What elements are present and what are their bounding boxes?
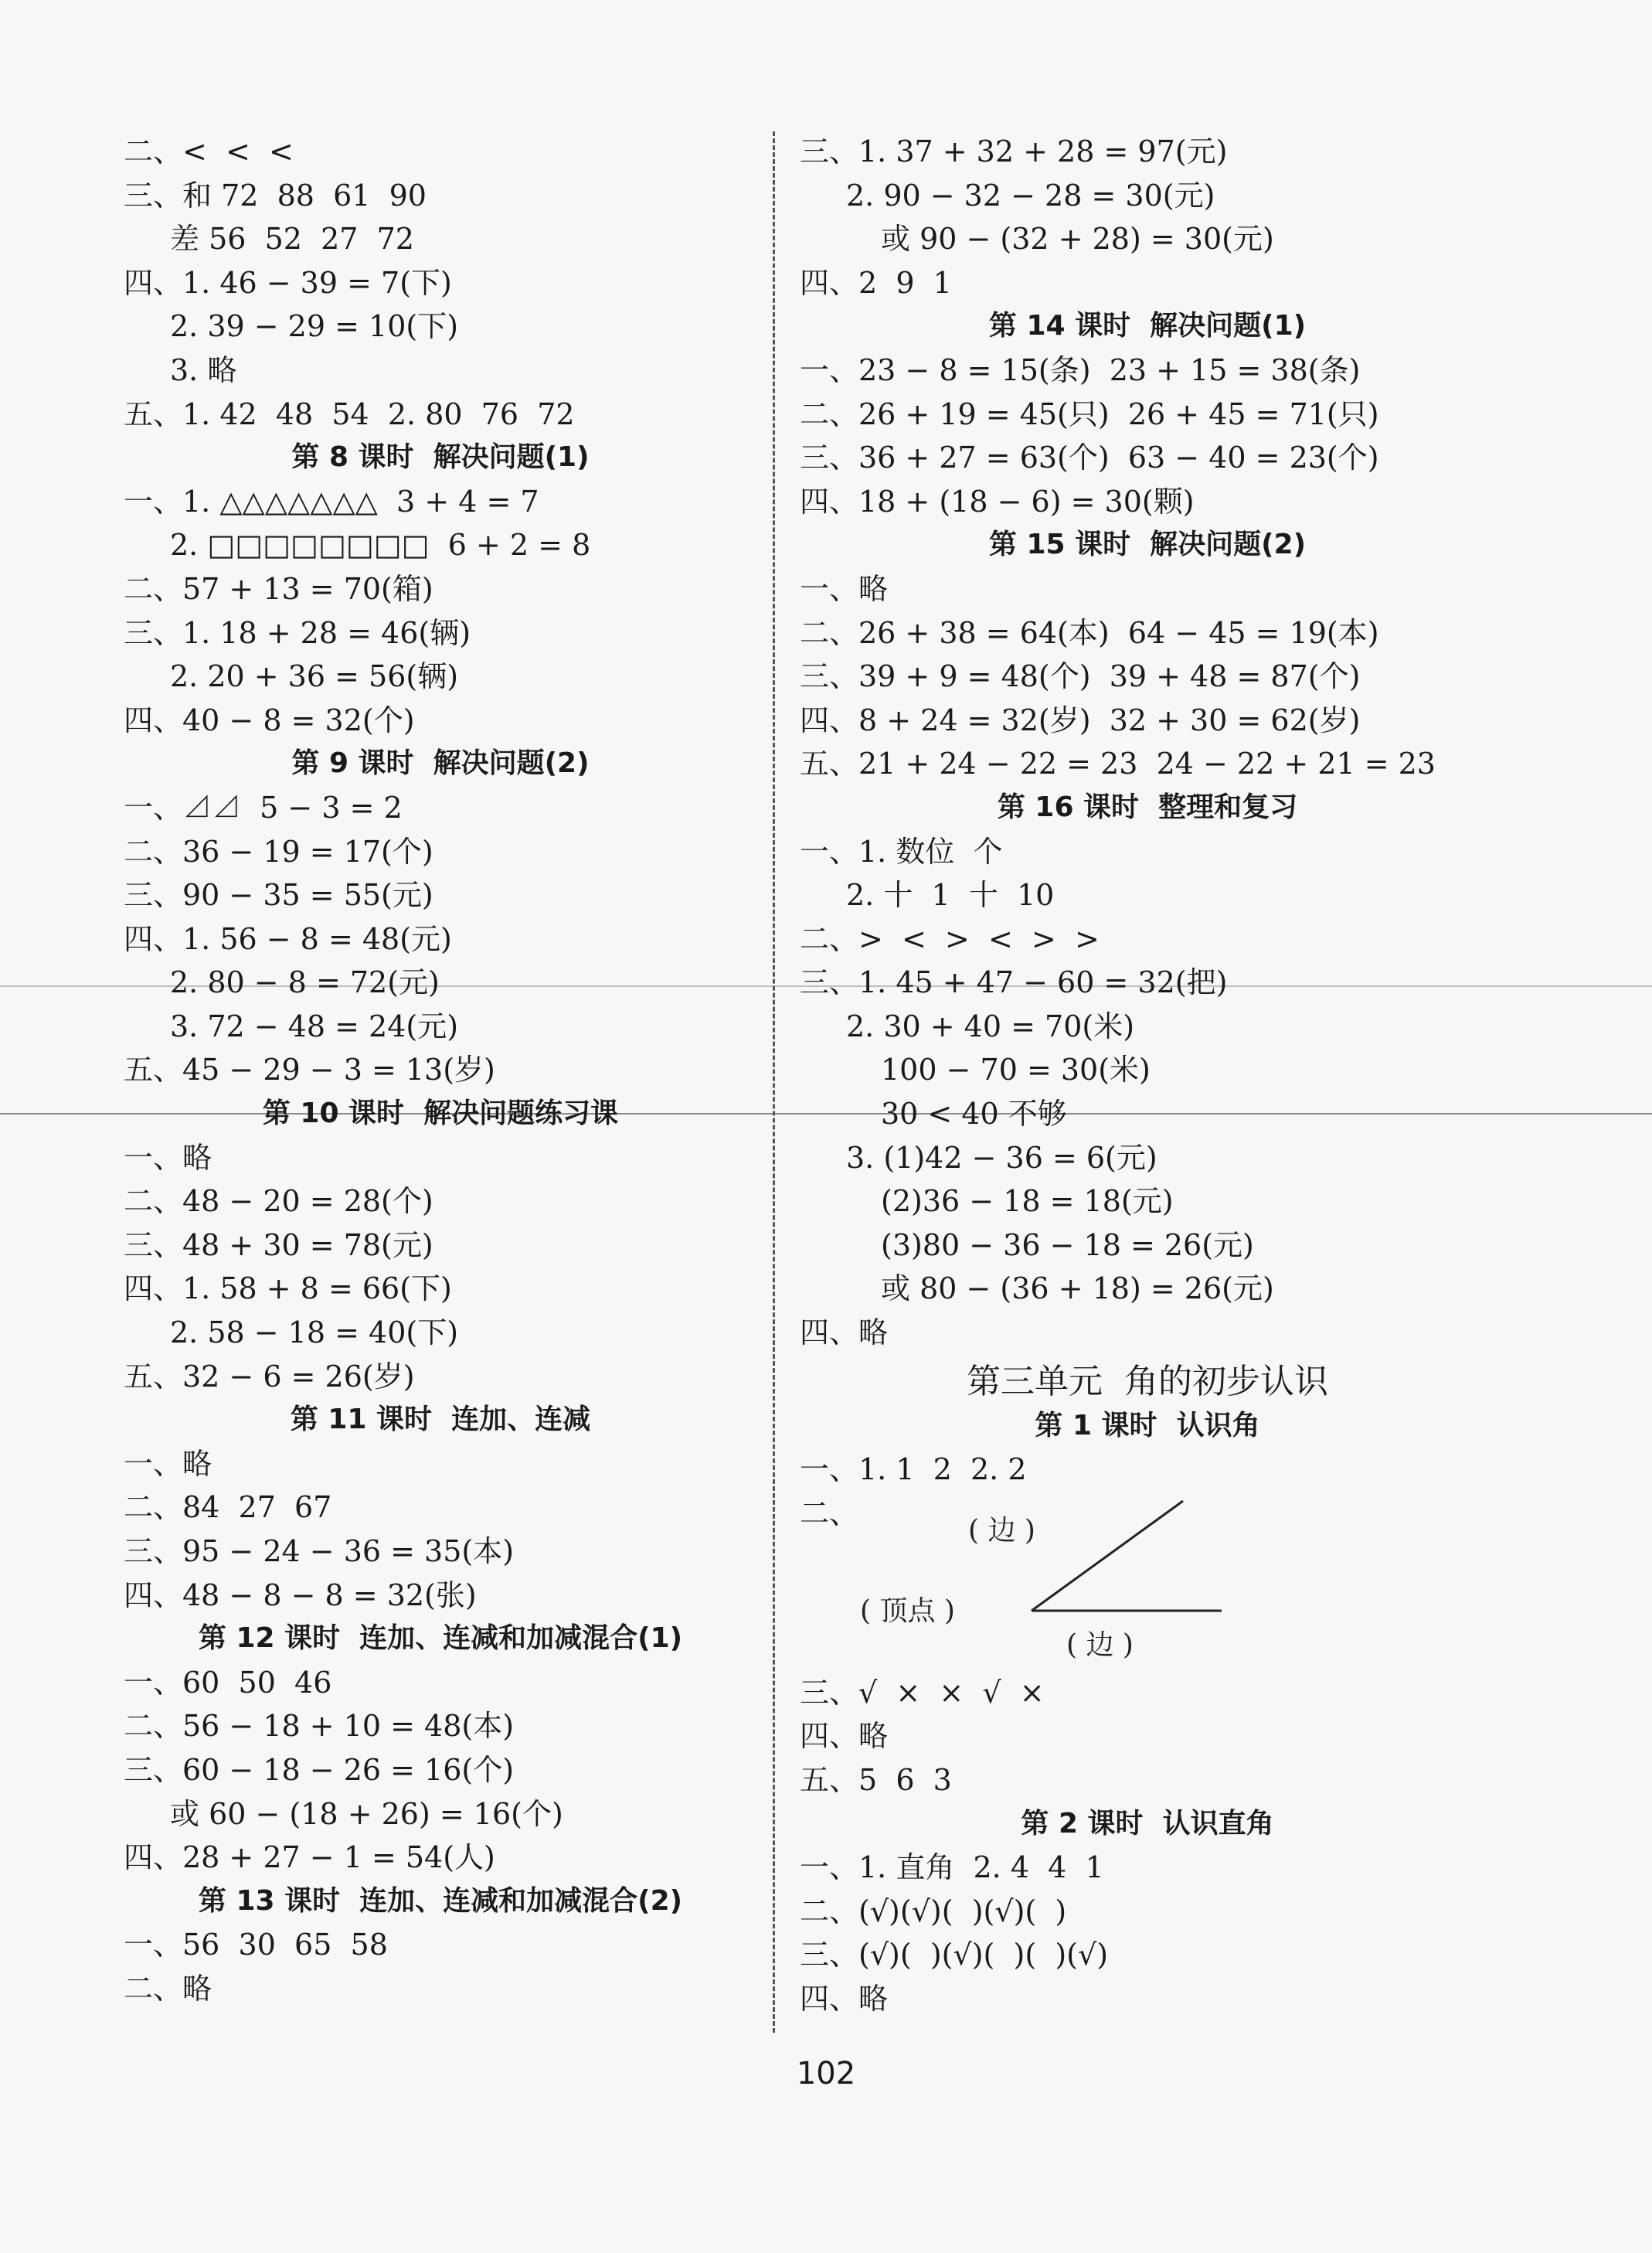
section-heading: 第 15 课时 解决问题(2) [988,529,1307,561]
answer-line: 2. 20 + 36 = 56(辆) [170,659,459,694]
answer-line: 二、36 − 19 = 17(个) [124,834,433,869]
answer-line: 二、26 + 38 = 64(本) 64 − 45 = 19(本) [800,615,1379,650]
section-heading: 第 8 课时 解决问题(1) [291,441,590,474]
answer-line: (3)80 − 36 − 18 = 26(元) [881,1227,1254,1262]
left-column [124,130,757,2011]
answer-line: 三、√ × × √ × [800,1675,1045,1710]
answer-line: 3. (1)42 − 36 = 6(元) [846,1140,1157,1175]
section-heading: 第 10 课时 解决问题练习课 [262,1098,619,1130]
answer-line: 差 56 52 27 72 [170,222,414,257]
answer-line: 五、5 6 3 [800,1763,952,1797]
answer-line: 一、60 50 46 [124,1665,332,1700]
answer-line: 三、(√)( )(√)( )( )(√) [800,1938,1109,1972]
answer-line: 一、⊿⊿ 5 − 3 = 2 [124,790,403,825]
section-heading: 第 1 课时 认识角 [1035,1409,1260,1441]
answer-line: 2. 30 + 40 = 70(米) [846,1009,1135,1043]
answer-line: (2)36 − 18 = 18(元) [881,1184,1174,1219]
answer-line: 二、< < < [124,134,294,168]
answer-line: 一、1. 直角 2. 4 4 1 [800,1850,1104,1885]
answer-line: 五、45 − 29 − 3 = 13(岁) [124,1053,495,1087]
answer-line: 100 − 70 = 30(米) [881,1053,1151,1087]
angle-ray-upper [1032,1501,1183,1611]
answer-line: 3. 72 − 48 = 24(元) [170,1009,459,1043]
answer-line: 二、56 − 18 + 10 = 48(本) [124,1709,515,1744]
answer-line: 30 < 40 不够 [881,1097,1067,1132]
right-column [800,130,1495,2021]
answer-line: 三、和 72 88 61 90 [124,178,427,213]
section-heading: 第 9 课时 解决问题(2) [291,747,590,780]
section-heading: 第 14 课时 解决问题(1) [988,310,1307,342]
answer-line: 一、56 30 65 58 [124,1928,388,1962]
answer-line: 二、84 27 67 [124,1490,332,1525]
answer-line: 二、略 [124,1971,212,2006]
answer-line: 二、26 + 19 = 45(只) 26 + 45 = 71(只) [800,396,1379,431]
answer-line: 二、48 − 20 = 28(个) [124,1184,433,1219]
answer-line: 二、 [800,1496,859,1530]
answer-line: 五、21 + 24 − 22 = 23 24 − 22 + 21 = 23 [800,747,1436,781]
answer-line: 一、略 [124,1446,212,1481]
answer-line: 四、18 + (18 − 6) = 30(颗) [800,484,1195,519]
answer-line: 三、1. 18 + 28 = 46(辆) [124,615,471,650]
answer-line: 四、28 + 27 − 1 = 54(人) [124,1840,495,1875]
edge-label-upper: ( 边 ) [968,1515,1035,1547]
answer-line: 三、1. 45 + 47 − 60 = 32(把) [800,965,1228,1000]
answer-line: 五、32 − 6 = 26(岁) [124,1359,415,1394]
answer-line: 三、90 − 35 = 55(元) [124,878,433,913]
answer-line: 一、略 [800,571,889,606]
answer-line: 四、略 [800,1981,889,2016]
answer-line: 或 60 − (18 + 26) = 16(个) [170,1796,563,1831]
section-heading: 第 2 课时 认识直角 [1021,1807,1274,1839]
page-number: 102 [796,2056,856,2091]
answer-line: 四、8 + 24 = 32(岁) 32 + 30 = 62(岁) [800,703,1361,737]
section-heading: 第 11 课时 连加、连减 [290,1404,591,1436]
angle-diagram [838,1484,1271,1685]
answer-line: 一、1. 1 2 2. 2 [800,1452,1027,1487]
answer-line: 四、1. 56 − 8 = 48(元) [124,921,452,956]
answer-line: 三、48 + 30 = 78(元) [124,1227,433,1262]
answer-line: 二、(√)(√)( )(√)( ) [800,1894,1067,1928]
answer-line: 一、1. △△△△△△△ 3 + 4 = 7 [124,484,539,519]
answer-line: 四、略 [800,1719,889,1754]
answer-line: 四、略 [800,1315,889,1350]
answer-line: 2. 39 − 29 = 10(下) [170,309,459,344]
answer-line: 一、1. 数位 个 [800,834,1003,869]
answer-line: 三、36 + 27 = 63(个) 63 − 40 = 23(个) [800,441,1379,475]
answer-line: 或 80 − (36 + 18) = 26(元) [881,1271,1274,1306]
section-heading: 第 13 课时 连加、连减和加减混合(2) [198,1884,683,1917]
answer-line: 三、95 − 24 − 36 = 35(本) [124,1534,515,1568]
answer-line: 一、略 [124,1140,212,1175]
answer-line: 四、48 − 8 − 8 = 32(张) [124,1577,477,1612]
answer-line: 2. 十 1 十 10 [846,878,1055,913]
section-heading: 第 12 课时 连加、连减和加减混合(1) [198,1622,683,1655]
answer-line: 四、1. 46 − 39 = 7(下) [124,265,452,300]
answer-line: 3. 略 [170,352,237,387]
edge-label-lower: ( 边 ) [1066,1629,1134,1661]
answer-line: 三、1. 37 + 32 + 28 = 97(元) [800,134,1228,168]
answer-line: 二、57 + 13 = 70(箱) [124,571,433,606]
section-heading: 第 16 课时 整理和复习 [997,791,1298,823]
answer-line: 五、1. 42 48 54 2. 80 76 72 [124,396,575,431]
answer-line: 二、> < > < > > [800,921,1100,956]
vertex-label: ( 顶点 ) [860,1595,955,1627]
answer-line: 2. 58 − 18 = 40(下) [170,1315,459,1350]
section-heading: 第三单元 角的初步认识 [967,1361,1328,1401]
answer-line: 或 90 − (32 + 28) = 30(元) [881,222,1274,257]
column-divider [773,131,775,2033]
answer-line: 三、60 − 18 − 26 = 16(个) [124,1752,515,1787]
answer-line: 三、39 + 9 = 48(个) 39 + 48 = 87(个) [800,659,1361,694]
answer-line: 四、1. 58 + 8 = 66(下) [124,1271,452,1306]
answer-line: 2. 80 − 8 = 72(元) [170,965,440,1000]
answer-line: 一、23 − 8 = 15(条) 23 + 15 = 38(条) [800,352,1361,387]
answer-line: 四、2 9 1 [800,265,952,300]
answer-line: 四、40 − 8 = 32(个) [124,703,415,737]
answer-line: 2. 90 − 32 − 28 = 30(元) [846,178,1215,213]
answer-line: 2. □□□□□□□□ 6 + 2 = 8 [170,528,591,563]
